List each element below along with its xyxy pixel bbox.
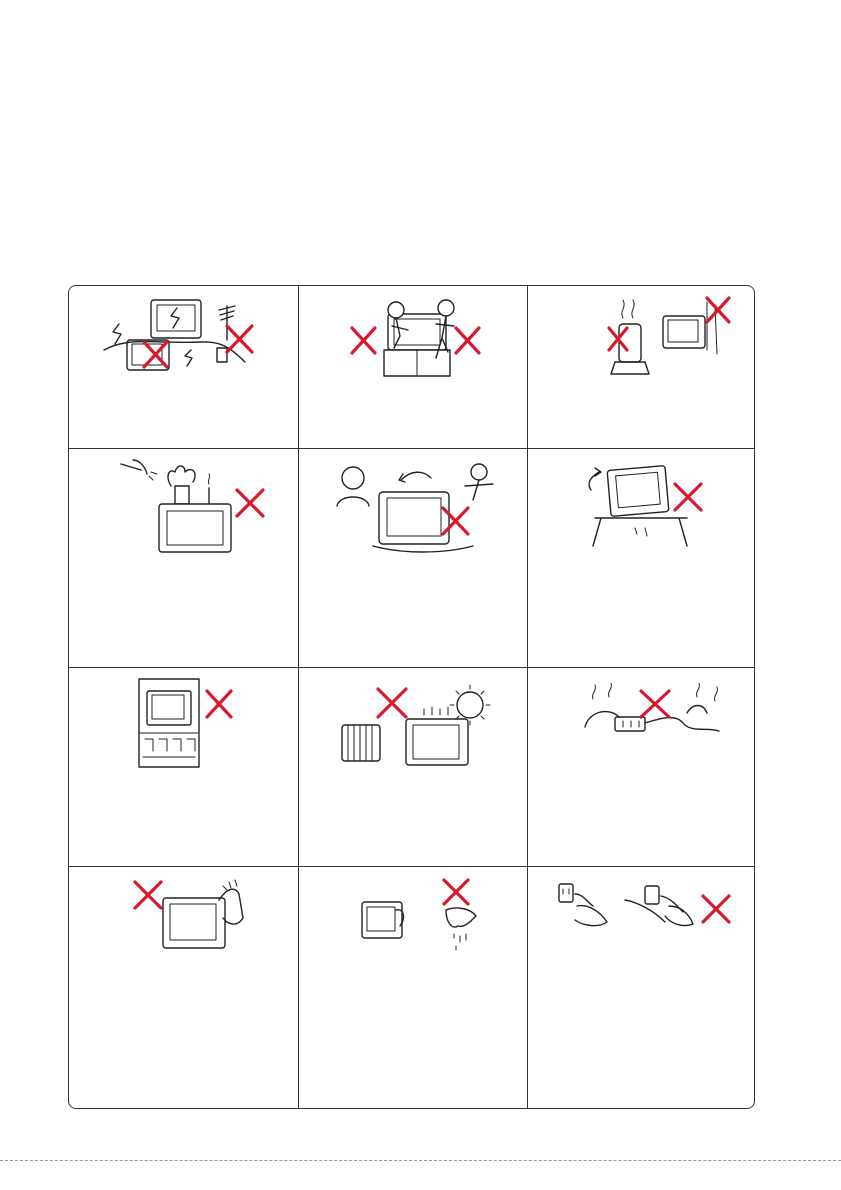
radiator-icon <box>342 725 380 761</box>
moving-tv-illustration <box>333 458 498 558</box>
tv-icon <box>589 466 669 517</box>
panel-lightning-antenna <box>69 286 298 448</box>
panel-heater-steam <box>527 286 755 448</box>
damaged-cord-illustration <box>579 683 739 763</box>
children-climbing-illustration <box>338 296 503 381</box>
tv-icon <box>159 504 231 552</box>
tv-icon <box>147 691 191 725</box>
panel-open-cabinet <box>69 866 298 1109</box>
plug-icon <box>615 717 645 731</box>
page-footer-rule <box>0 1160 841 1161</box>
lightning-antenna-illustration <box>99 294 274 379</box>
heater-steam-illustration <box>567 294 737 382</box>
heat-sun-illustration <box>334 681 499 771</box>
unstable-stand-illustration <box>579 462 739 557</box>
watering-can-icon <box>121 460 157 480</box>
open-cabinet-illustration <box>127 878 257 958</box>
panel-liquids-on-tv <box>69 448 298 667</box>
candle-icon <box>208 474 209 504</box>
tv-icon <box>663 302 717 354</box>
panel-unplug-pull <box>527 866 755 1109</box>
panel-heat-sun <box>298 667 527 866</box>
cleaning-illustration <box>356 876 486 966</box>
tv-icon <box>362 902 403 938</box>
cloth-icon <box>446 908 476 950</box>
panel-enclosed-cabinet <box>69 667 298 866</box>
outlet-icon <box>559 884 659 904</box>
tv-icon <box>163 898 225 948</box>
panel-moving-tv <box>298 448 527 667</box>
panel-damaged-cord <box>527 667 755 866</box>
tv-icon <box>127 300 201 370</box>
plug-icon <box>575 894 683 912</box>
vase-icon <box>168 466 195 504</box>
liquids-on-tv-illustration <box>119 456 279 556</box>
panel-cleaning <box>298 866 527 1109</box>
unplug-pull-illustration <box>553 880 733 950</box>
safety-illustration-grid <box>68 285 755 1109</box>
tv-icon <box>373 472 473 552</box>
enclosed-cabinet-illustration <box>129 675 259 771</box>
panel-children-climbing <box>298 286 527 448</box>
table-icon <box>593 518 687 546</box>
panel-unstable-stand <box>527 448 755 667</box>
